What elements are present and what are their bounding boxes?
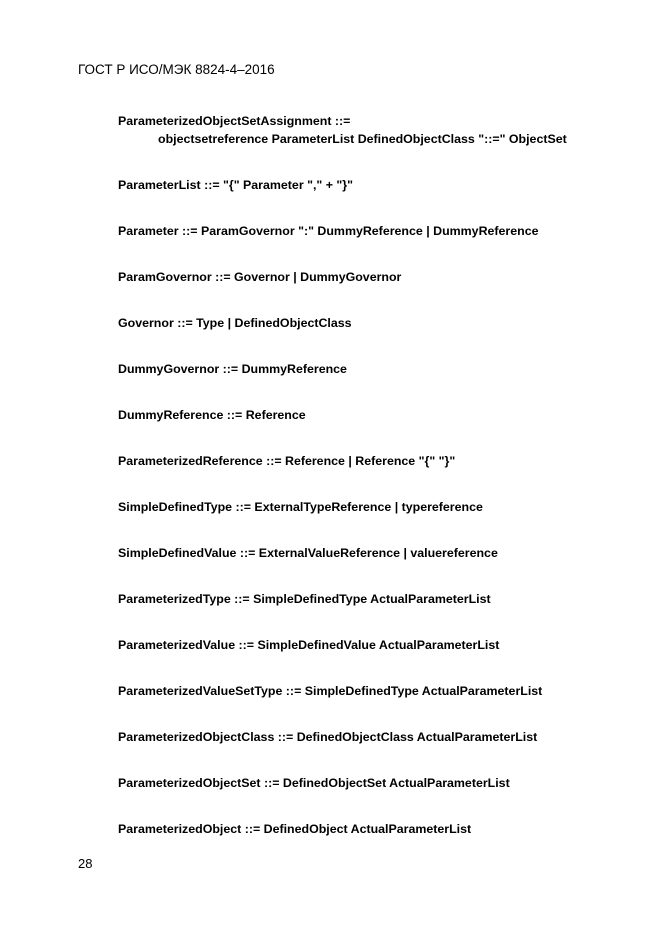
grammar-rule xyxy=(118,728,638,746)
grammar-rule xyxy=(118,360,638,378)
grammar-rule xyxy=(118,682,638,700)
rule-definition: ParameterizedValue ::= SimpleDefinedValue ActualParameterList xyxy=(118,638,500,652)
grammar-rule xyxy=(118,820,638,838)
rule-gap xyxy=(118,792,638,820)
rule-gap xyxy=(118,654,638,682)
grammar-rules xyxy=(118,112,638,838)
grammar-rule xyxy=(118,314,638,332)
rule-definition: ParameterList ::= "{" Parameter "," + "}" xyxy=(118,178,353,192)
rule-definition: ParameterizedObjectSet ::= DefinedObjectSet ActualParameterList xyxy=(118,776,510,790)
grammar-rule xyxy=(118,452,638,470)
rule-definition: DummyReference ::= Reference xyxy=(118,408,306,422)
rule-definition: SimpleDefinedValue ::= ExternalValueReference | valuereference xyxy=(118,546,498,560)
rule-definition: ParamGovernor ::= Governor | DummyGovernor xyxy=(118,270,402,284)
rule-gap xyxy=(118,286,638,314)
rule-definition: Parameter ::= ParamGovernor ":" DummyReference | DummyReference xyxy=(118,224,539,238)
rule-definition: ParameterizedReference ::= Reference | Reference "{" "}" xyxy=(118,454,456,468)
rule-definition: ParameterizedObject ::= DefinedObject ActualParameterList xyxy=(118,822,472,836)
grammar-rule xyxy=(118,406,638,424)
rule-gap xyxy=(118,608,638,636)
rule-definition: Governor ::= Type | DefinedObjectClass xyxy=(118,316,352,330)
rule-gap xyxy=(118,746,638,774)
rule-gap xyxy=(118,470,638,498)
rule-gap xyxy=(118,516,638,544)
grammar-rule xyxy=(118,544,638,562)
rule-gap xyxy=(118,378,638,406)
grammar-rule xyxy=(118,590,638,608)
grammar-rule xyxy=(118,112,638,148)
document-header: ГОСТ Р ИСО/МЭК 8824-4–2016 xyxy=(78,62,275,77)
rule-definition: ParameterizedType ::= SimpleDefinedType ActualParameterList xyxy=(118,592,491,606)
rule-gap xyxy=(118,424,638,452)
rule-definition: ParameterizedObjectClass ::= DefinedObjectClass ActualParameterList xyxy=(118,730,538,744)
rule-gap xyxy=(118,148,638,176)
page-number: 28 xyxy=(78,856,93,871)
rule-gap xyxy=(118,332,638,360)
rule-definition: DummyGovernor ::= DummyReference xyxy=(118,362,347,376)
grammar-rule xyxy=(118,498,638,516)
rule-definition: ParameterizedObjectSetAssignment ::= xyxy=(118,114,351,128)
grammar-rule xyxy=(118,636,638,654)
rule-gap xyxy=(118,194,638,222)
grammar-rule xyxy=(118,268,638,286)
grammar-rule xyxy=(118,774,638,792)
rule-gap xyxy=(118,240,638,268)
rule-definition: ParameterizedValueSetType ::= SimpleDefinedType ActualParameterList xyxy=(118,684,543,698)
rule-gap xyxy=(118,700,638,728)
rule-definition: SimpleDefinedType ::= ExternalTypeReference | typereference xyxy=(118,500,483,514)
rule-gap xyxy=(118,562,638,590)
grammar-rule xyxy=(118,222,638,240)
rule-continuation: objectsetreference ParameterList DefinedObjectClass "::=" ObjectSet xyxy=(158,132,567,146)
grammar-rule xyxy=(118,176,638,194)
